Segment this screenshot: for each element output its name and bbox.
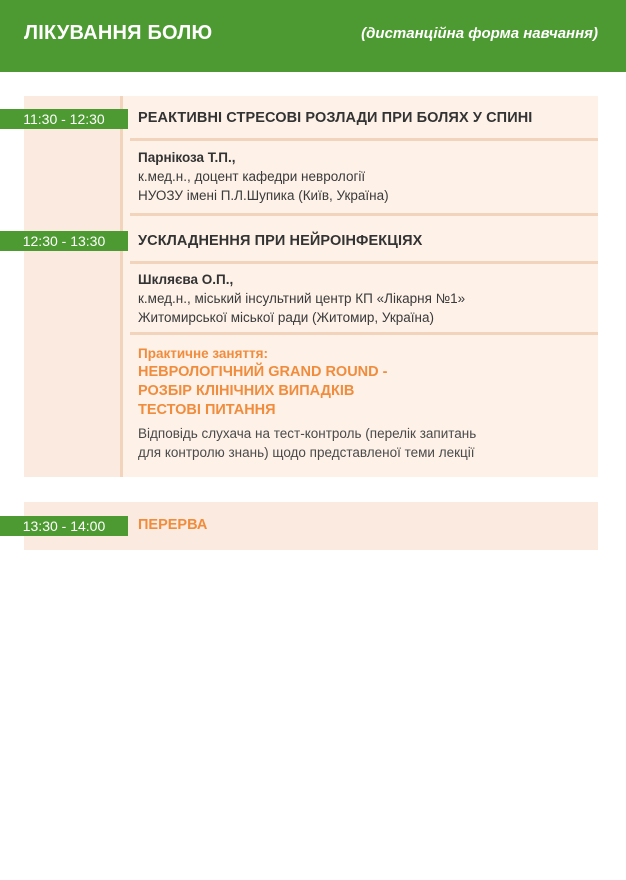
header-bar: [0, 0, 626, 72]
speaker-name: Шкляєва О.П.,: [138, 272, 234, 287]
divider: [130, 261, 598, 264]
practice-title-line: ТЕСТОВІ ПИТАННЯ: [138, 402, 276, 418]
divider: [130, 332, 598, 335]
column-divider: [120, 96, 123, 477]
practice-section: [138, 344, 387, 420]
note-line: для контролю знань) щодо представленої теми лекції: [138, 445, 475, 460]
speaker-info: [138, 270, 465, 327]
divider: [130, 138, 598, 141]
page-title: ЛІКУВАННЯ БОЛЮ: [24, 22, 213, 44]
session-time: 12:30 - 13:30: [0, 231, 128, 251]
practice-title-line: РОЗБІР КЛІНІЧНИХ ВИПАДКІВ: [138, 383, 355, 399]
break-time: 13:30 - 14:00: [0, 516, 128, 536]
session-title: УСКЛАДНЕННЯ ПРИ НЕЙРОІНФЕКЦІЯХ: [138, 233, 423, 249]
break-label: ПЕРЕРВА: [138, 517, 208, 533]
speaker-info: [138, 148, 389, 205]
session-time: 11:30 - 12:30: [0, 109, 128, 129]
time-column: [24, 96, 120, 477]
practice-label: Практичне заняття:: [138, 346, 269, 361]
practice-note: [138, 424, 476, 462]
page-subtitle: (дистанційна форма навчання): [361, 25, 598, 42]
speaker-affiliation: Житомирської міської ради (Житомир, Україна): [138, 310, 435, 325]
speaker-affiliation: НУОЗУ імені П.Л.Шупика (Київ, Україна): [138, 188, 389, 203]
speaker-name: Парнікоза Т.П.,: [138, 150, 236, 165]
session-title: РЕАКТИВНІ СТРЕСОВІ РОЗЛАДИ ПРИ БОЛЯХ У СПИНІ: [138, 110, 533, 126]
note-line: Відповідь слухача на тест-контроль (перелік запитань: [138, 426, 477, 441]
divider: [130, 213, 598, 216]
practice-title-line: НЕВРОЛОГІЧНИЙ GRAND ROUND -: [138, 364, 388, 380]
speaker-position: к.мед.н., міський інсультний центр КП «Лікарня №1»: [138, 291, 466, 306]
speaker-position: к.мед.н., доцент кафедри неврології: [138, 169, 366, 184]
